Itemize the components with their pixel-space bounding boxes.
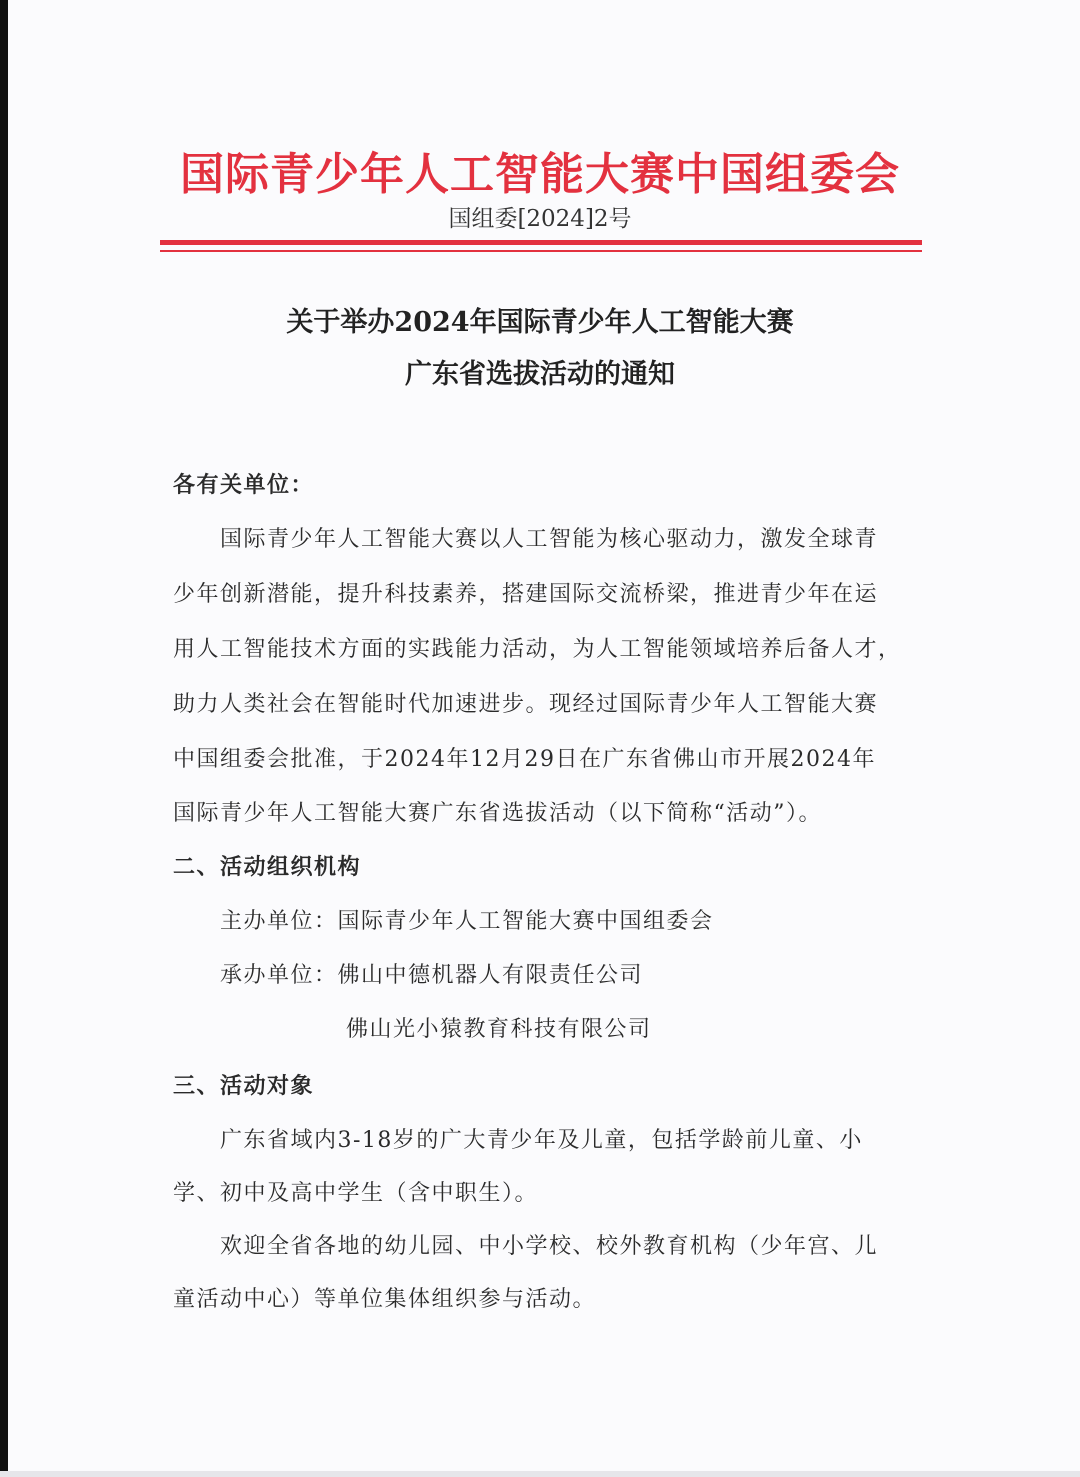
notice-title-line-2: 广东省选拔活动的通知 xyxy=(405,359,675,390)
section-3-heading: 三、活动对象 xyxy=(173,1074,315,1099)
intro-line: 少年创新潜能，提升科技素养，搭建国际交流桥梁，推进青少年在运 xyxy=(173,582,879,607)
intro-line: 中国组委会批准，于2024年12月29日在广东省佛山市开展2024年 xyxy=(173,747,876,772)
org-title: 国际青少年人工智能大赛中国组委会 xyxy=(180,149,900,200)
host-unit: 主办单位：国际青少年人工智能大赛中国组委会 xyxy=(220,909,714,934)
scan-bottom-edge xyxy=(0,1471,1080,1477)
red-divider-thick xyxy=(160,240,922,245)
intro-line: 用人工智能技术方面的实践能力活动，为人工智能领域培养后备人才， xyxy=(173,637,902,662)
notice-title-line-1: 关于举办2024年国际青少年人工智能大赛 xyxy=(286,307,794,338)
organizer-unit-2: 佛山光小猿教育科技有限公司 xyxy=(346,1017,652,1042)
intro-line: 国际青少年人工智能大赛广东省选拔活动（以下简称“活动”）。 xyxy=(173,801,822,826)
document-number: 国组委[2024]2号 xyxy=(448,206,632,232)
red-divider-thin xyxy=(160,250,922,252)
salutation: 各有关单位： xyxy=(173,473,315,498)
intro-line: 助力人类社会在智能时代加速进步。现经过国际青少年人工智能大赛 xyxy=(173,692,879,717)
section-3-line: 欢迎全省各地的幼儿园、中小学校、校外教育机构（少年宫、儿 xyxy=(220,1234,879,1259)
intro-line: 国际青少年人工智能大赛以人工智能为核心驱动力，激发全球青 xyxy=(220,527,879,552)
section-3-line: 童活动中心）等单位集体组织参与活动。 xyxy=(173,1287,597,1312)
organizer-unit: 承办单位：佛山中德机器人有限责任公司 xyxy=(220,963,644,988)
section-2-heading: 二、活动组织机构 xyxy=(173,855,362,880)
section-3-line: 广东省域内3-18岁的广大青少年及儿童，包括学龄前儿童、小 xyxy=(220,1128,863,1153)
section-3-line: 学、初中及高中学生（含中职生）。 xyxy=(173,1181,539,1206)
